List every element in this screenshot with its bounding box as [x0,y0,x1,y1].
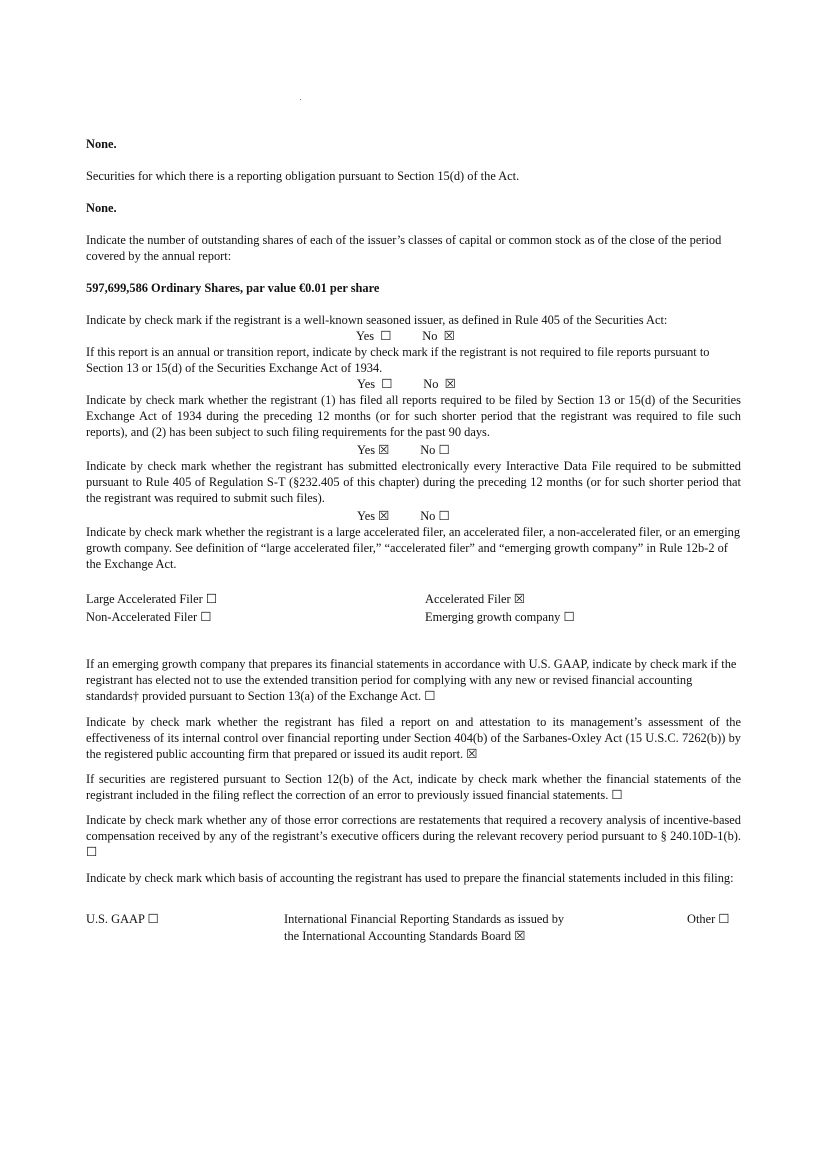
filer-type-question: Indicate by check mark whether the registrant is a large accelerated filer, an accelerated filer, a non-accelerated filer, or an emerging growth company. See definition of “large accelerated filer,” “accelerated filer” and “emerging growth company” in Rule 12b-2 of the Exchange Act. [86,525,741,571]
accounting-basis-question: Indicate by check mark which basis of accounting the registrant has used to prepare the financial statements included in this filing: [86,871,734,885]
not-required-question: If this report is an annual or transition report, indicate by check mark if the registrant is not required to file reports pursuant to Section 13 or 15(d) of the Securities Exchange Act of 1934. [86,345,710,375]
outstanding-shares-question: Indicate the number of outstanding shares of each of the issuer’s classes of capital or common stock as of the close of the period covered by the annual report: [86,233,722,263]
emerging-growth-company: Emerging growth company ☐ [425,610,575,624]
error-correction-question: If securities are registered pursuant to Section 12(b) of the Act, indicate by check mark whether the financial statements of the registrant included in the filing reflect the correction of an error to previously issued financial statements. ☐ [86,772,741,802]
us-gaap-option: U.S. GAAP ☐ [86,912,159,926]
none-text-1: None. [86,137,117,151]
ifrs-option-line2: the International Accounting Standards Board ☒ [284,929,526,943]
filed-reports-answer: Yes ☒ No ☐ [357,443,450,457]
wksi-answer: Yes ☐ No ☒ [356,329,455,343]
icfr-attestation-question: Indicate by check mark whether the registrant has filed a report on and attestation to its management’s assessment of the effectiveness of its internal control over financial reporting under Section 404(b) of the Sarbanes-Oxley Act (15 U.S.C. 7262(b)) by the registered public accounting firm that prepared or issued its audit report. ☒ [86,715,741,761]
ifrs-option-line1: International Financial Reporting Standards as issued by [284,912,565,926]
section-15d-text: Securities for which there is a reporting obligation pursuant to Section 15(d) of the Act. [86,169,520,183]
filed-reports-question: Indicate by check mark whether the registrant (1) has filed all reports required to be filed by Section 13 or 15(d) of the Securities Exchange Act of 1934 during the preceding 12 months (or for such shorter period that the registrant was required to file such reports), and (2) has been subject to such filing requirements for the past 90 days. [86,393,741,439]
other-option: Other ☐ [687,912,730,926]
large-accelerated-filer: Large Accelerated Filer ☐ [86,592,217,606]
accelerated-filer: Accelerated Filer ☒ [425,592,525,606]
shares-count: 597,699,586 Ordinary Shares, par value €0.01 per share [86,281,380,295]
non-accelerated-filer: Non-Accelerated Filer ☐ [86,610,212,624]
recovery-analysis-question: Indicate by check mark whether any of those error corrections are restatements that required a recovery analysis of incentive-based compensation received by any of the registrant’s executive officers during the relevant recovery period pursuant to § 240.10D-1(b). ☐ [86,813,741,859]
not-required-answer: Yes ☐ No ☒ [357,377,456,391]
wksi-question: Indicate by check mark if the registrant is a well-known seasoned issuer, as defined in Rule 405 of the Securities Act: [86,313,668,327]
transition-period-question: If an emerging growth company that prepares its financial statements in accordance with U.S. GAAP, indicate by check mark if the registrant has elected not to use the extended transition period for complying with any new or revised financial accounting standards† provided pursuant to Section 13(a) of the Exchange Act. ☐ [86,657,737,703]
stray-mark [300,99,301,100]
interactive-data-answer: Yes ☒ No ☐ [357,509,450,523]
none-text-2: None. [86,201,117,215]
interactive-data-question: Indicate by check mark whether the registrant has submitted electronically every Interactive Data File required to be submitted pursuant to Rule 405 of Regulation S-T (§232.405 of this chapter) during the preceding 12 months (or for such shorter period that the registrant was required to submit such files). [86,459,741,505]
